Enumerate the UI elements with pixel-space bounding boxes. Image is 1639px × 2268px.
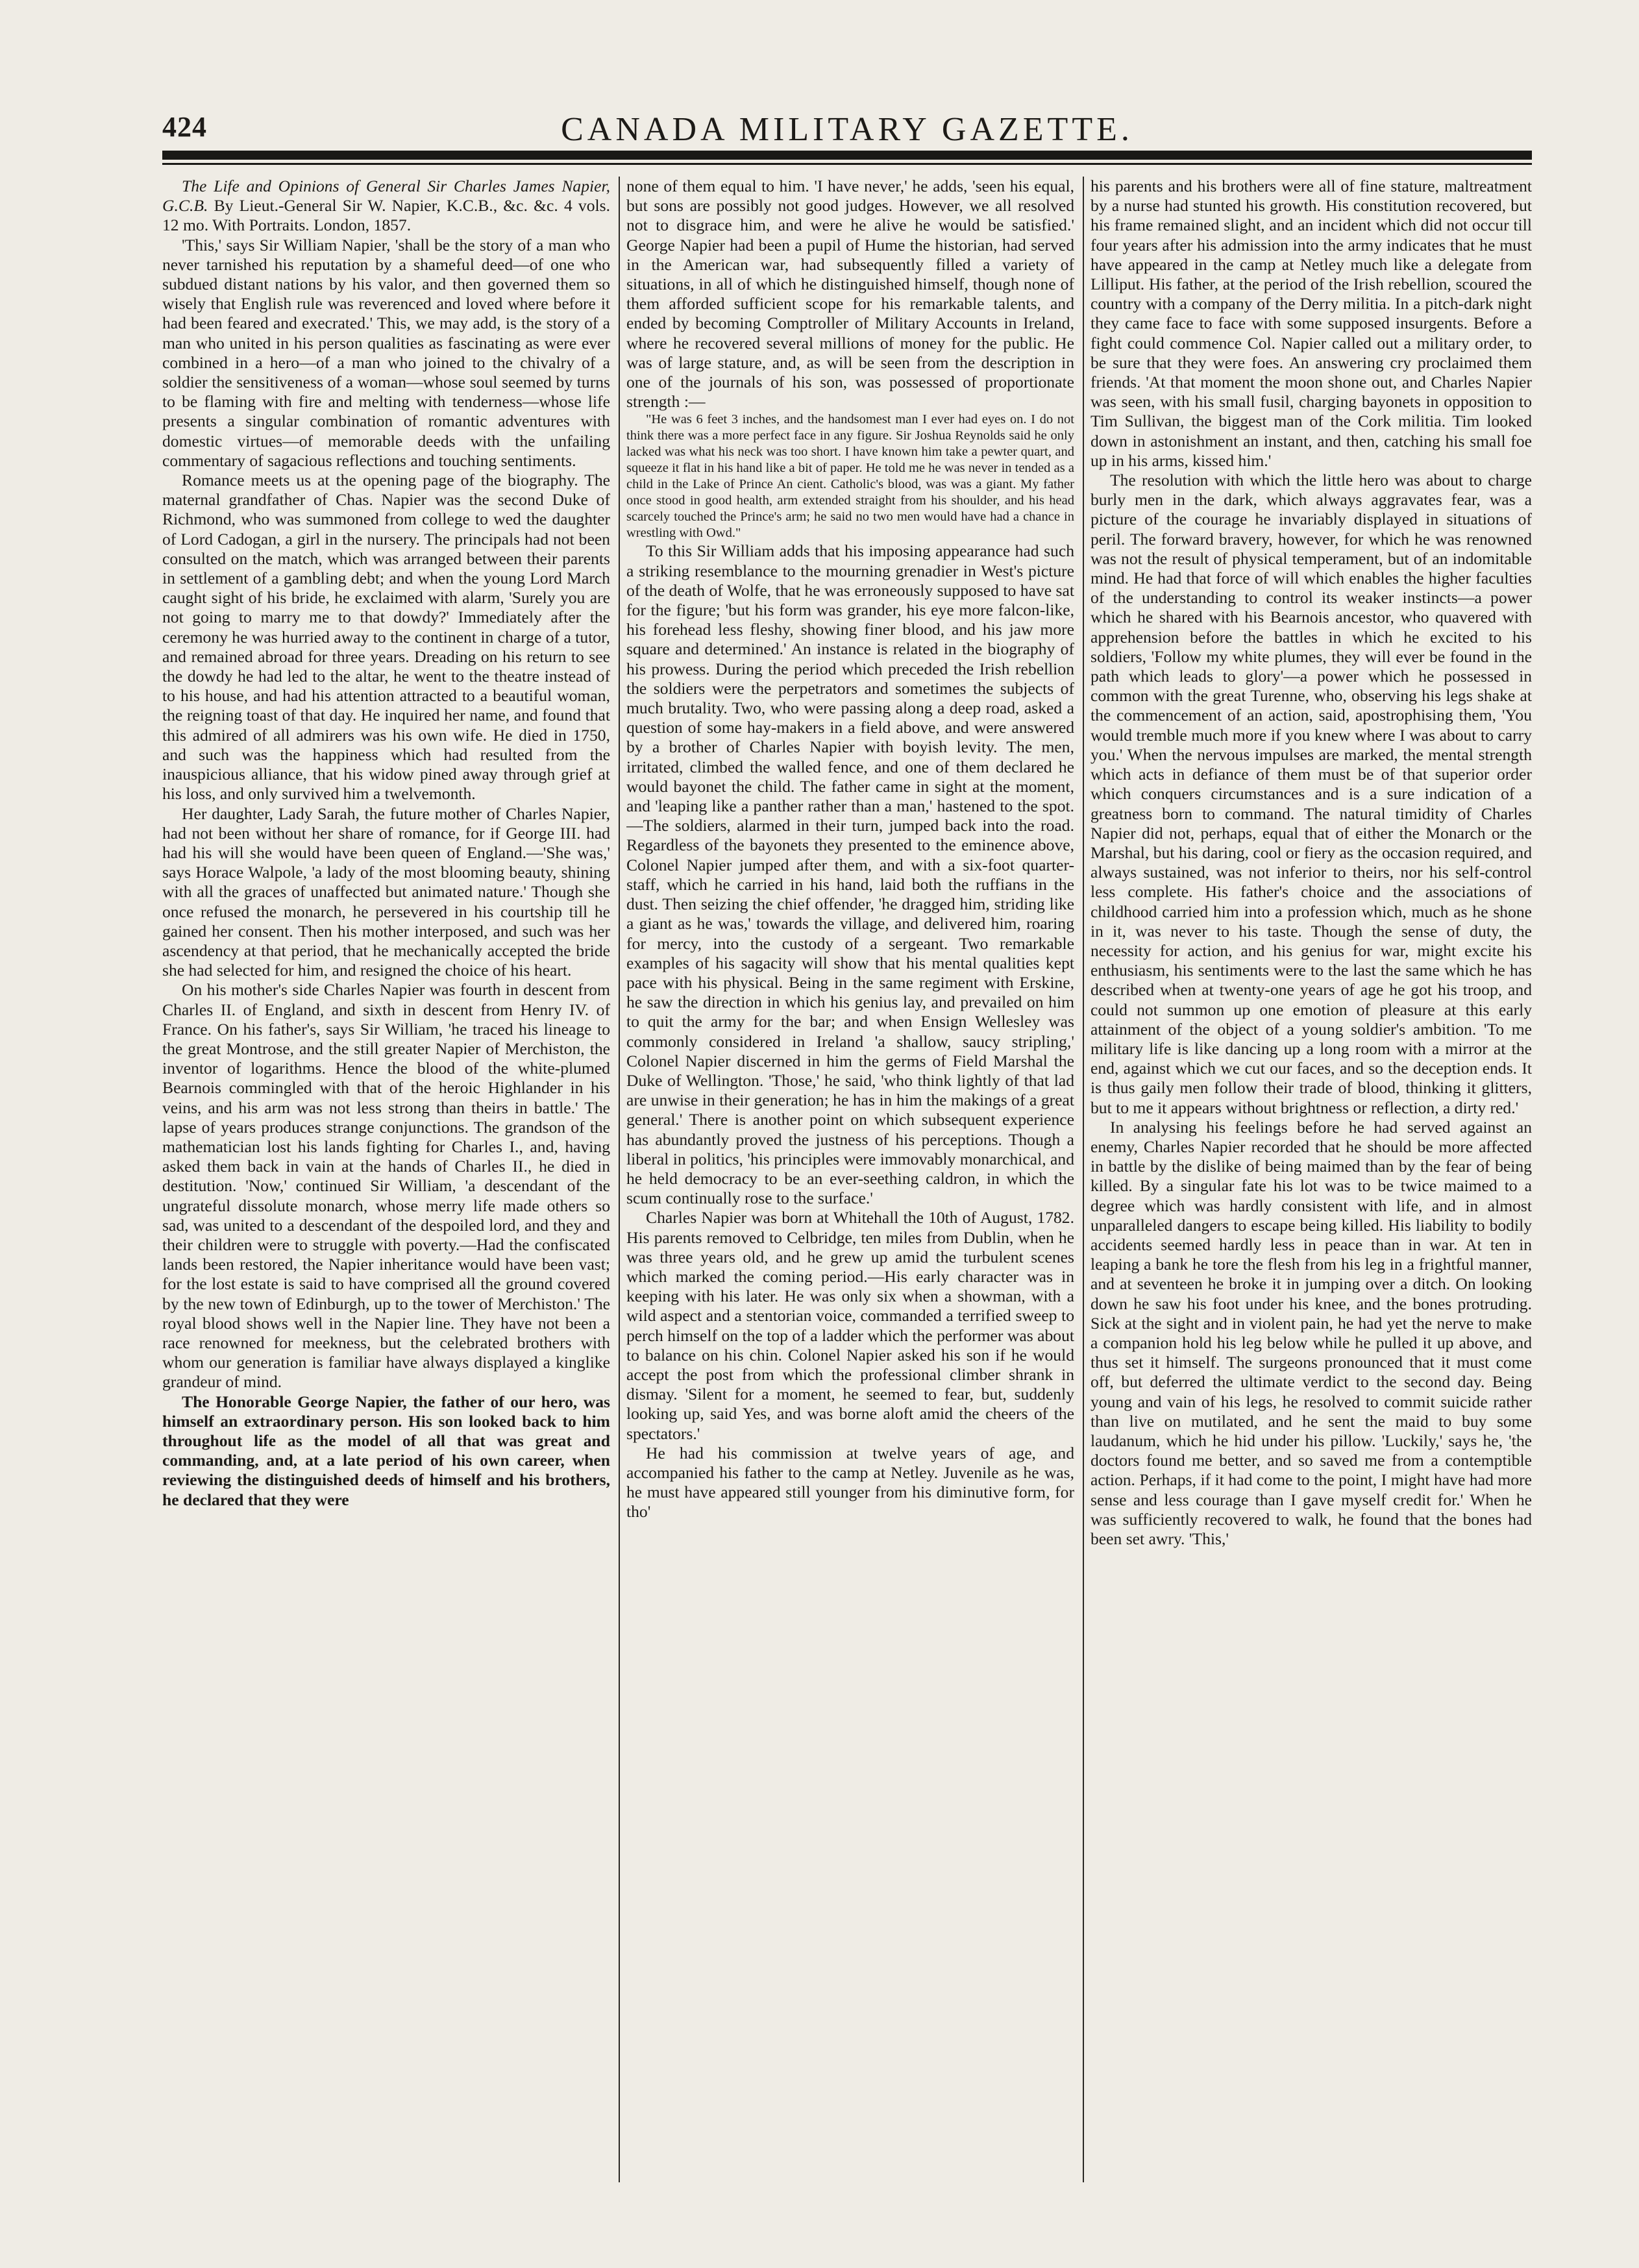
page-number: 424 <box>162 111 207 143</box>
column-divider <box>619 177 620 2182</box>
paragraph: He had his commission at twelve years of age, and accompanied his father to the camp at Netley. Juvenile as he was, he must have appeared still younger from his diminutive form, for tho' <box>626 1443 1074 1522</box>
paragraph: To this Sir William adds that his imposing appearance had such a striking resemblance to the mourning grenadier in West's picture of the death of Wolfe, that he was erroneously supposed to have sat for the figure; 'but his form was grander, his eye more falcon-like, his forehead less fleshy, showing finer blood, and his jaw more square and determined.' An instance is related in the biography of his prowess. During the period which preceded the Irish rebellion the soldiers were the perpetrators and sometimes the subjects of much brutality. Two, who were passing along a deep road, asked a question of some hay-makers in a field above, and were answered by a brother of Charles Napier with boyish levity. The men, irritated, climbed the walled fence, and one of them declared he would bayonet the child. The father came in sight at the moment, and 'leaping like a panther rather than a man,' hastened to the spot.—The soldiers, alarmed in their turn, jumped back into the road. Regardless of the bayonets they presented to the eminence above, Colonel Napier jumped after them, and with a six-foot quarter-staff, which he carried in his hand, laid both the ruffians in the dust. Then seizing the chief offender, 'he dragged him, striding like a giant as he was,' towards the village, and delivered him, roaring for mercy, into the custody of a sergeant. Two remarkable examples of his sagacity will show that his mental qualities kept pace with his physical. Being in the same regiment with Erskine, he saw the direction in which his genius lay, and prevailed on him to quit the army for the bar; and when Ensign Wellesley was commonly considered in Ireland 'a shallow, saucy stripling,' Colonel Napier discerned in him the germs of Field Marshal the Duke of Wellington. 'Those,' he said, 'who think lightly of that lad are unwise in their generation; he has in him the makings of a great general.' There is another point on which subsequent experience has abundantly proved the justness of his perceptions. Though a liberal in politics, 'his principles were immovably monarchical, and he held democracy to be an ever-seething caldron, in which the scum continually rose to the surface.' <box>626 541 1074 1208</box>
paragraph: On his mother's side Charles Napier was fourth in descent from Charles II. of England, and sixth in descent from Henry IV. of France. On his father's, says Sir William, 'he traced his lineage to the great Montrose, and the still greater Napier of Merchiston, the inventor of logarithms. Hence the blood of the white-plumed Bearnois commingled with that of the heroic Highlander in his veins, and his arm was not less strong than theirs in battle.' The lapse of years produces strange conjunctions. The grandson of the mathematician lost his lands fighting for Charles I., and, having asked them back in vain at the hands of Charles II., he died in destitution. 'Now,' continued Sir William, 'a descendant of the ungrateful dissolute monarch, whose merry life made others so sad, was united to a descendant of the despoiled lord, and they and their children were to struggle with poverty.—Had the confiscated lands been restored, the Napier inheritance would have been vast; for the lost estate is said to have comprised all the ground covered by the new town of Edinburgh, up to the tower of Merchiston.' The royal blood shows well in the Napier line. They have not been a race renowned for meekness, but the celebrated brothers with whom our generation is familiar have always displayed a kinglike grandeur of mind. <box>162 980 610 1392</box>
column-1 <box>162 177 610 2189</box>
paragraph: In analysing his feelings before he had served against an enemy, Charles Napier recorded that he should be more affected in battle by the dislike of being maimed than by the fear of being killed. By a singular fate his lot was to be twice maimed to a degree which was hardly consistent with life, and in almost unparalleled dangers to escape being killed. His liability to bodily accidents seemed hardly less in peace than in war. At ten in leaping a bank he tore the flesh from his leg in a frightful manner, and at seventeen he broke it in jumping over a ditch. On looking down he saw his foot under his knee, and the bones protruding. Sick at the sight and in violent pain, he had yet the nerve to make a companion hold his leg below while he pulled it up above, and thus set it himself. The surgeons pronounced that it must come off, but deferred the ultimate verdict to the second day. Being young and vain of his legs, he resolved to commit suicide rather than live on mutilated, and he sent the maid to buy some laudanum, which he hid under his pillow. 'Luckily,' says he, 'the doctors found me better, and so saved me from a contemptible action. Perhaps, if it had come to the point, I might have had more sense and less courage than I gave myself credit for.' When he was sufficiently recovered to walk, he found that the bones had been set awry. 'This,' <box>1091 1117 1532 1549</box>
paragraph: The Honorable George Napier, the father of our hero, was himself an extraordinary person. His son looked back to him throughout life as the model of all that was great and commanding, and, at a late period of his own career, when reviewing the distinguished deeds of himself and his brothers, he declared that they were <box>162 1392 610 1509</box>
paragraph: 'This,' says Sir William Napier, 'shall be the story of a man who never tarnished his reputation by a shameful deed—of one who subdued distant nations by his valor, and then governed them so wisely that English rule was reverenced and loved where before it had been feared and execrated.' This, we may add, is the story of a man who united in his person qualities as fascinating as were ever combined in a hero—of a man who joined to the chivalry of a soldier the sensitiveness of a woman—whose soul seemed by turns to be flaming with fire and melting with tenderness—whose life presents a singular combination of romantic adventures with domestic virtues—of memorable deeds with the unfailing commentary of sagacious reflections and touching sentiments. <box>162 235 610 470</box>
header-rule-thick <box>162 151 1532 160</box>
paragraph: Charles Napier was born at Whitehall the 10th of August, 1782. His parents removed to Celbridge, ten miles from Dublin, when he was three years old, and he grew up amid the turbulent scenes which marked the coming period.—His early character was in keeping with his later. He was only six when a showman, with a wild aspect and a stentorian voice, commanded a terrified sweep to perch himself on the top of a ladder which the performer was about to balance on his chin. Colonel Napier asked his son if he would accept the post from which the professional climber shrank in dismay. 'Silent for a moment, he seemed to fear, but, suddenly looking up, said Yes, and was borne aloft amid the cheers of the spectators.' <box>626 1208 1074 1443</box>
block-quote: "He was 6 feet 3 inches, and the handsomest man I ever had eyes on. I do not think there was a more perfect face in any figure. Sir Joshua Reynolds said he only lacked was what his neck was too short. I have known him take a pewter quart, and squeeze it flat in his hand like a bit of paper. He told me he was never in tended as a child in the Lake of Prince An cient. Catholic's blood, was was a giant. My father once stood in good health, arm extended straight from his shoulder, and his head scarcely touched the Prince's arm; he said no two men would have had a chance in wrestling with Owd." <box>626 412 1074 541</box>
paragraph: The resolution with which the little hero was about to charge burly men in the dark, which always aggravates fear, was a picture of the courage he invariably displayed in situations of peril. The forward bravery, however, for which he was renowned was not the result of physical temperament, but of an indomitable mind. He had that force of will which enables the higher faculties of the understanding to control its weaker instincts—a power which he shared with his Bearnois ancestor, who quavered with apprehension before the battles in which he excited to his soldiers, 'Follow my white plumes, they will ever be found in the path which leads to glory'—a power which he possessed in common with the great Turenne, who, observing his legs shake at the commencement of an action, said, apostrophising them, 'You would tremble much more if you knew where I was about to carry you.' When the nervous impulses are marked, the mental strength which acts in defiance of them must be of that superior order which conquers circumstances and is a sure indication of a greatness born to command. The natural timidity of Charles Napier did not, perhaps, equal that of either the Monarch or the Marshal, but his daring, cool or fiery as the occasion required, and always sustained, was not inferior to theirs, nor his self-control less complete. His father's choice and the associations of childhood carried him into a profession which, much as he shone in it, was never to his taste. Though the sense of duty, the necessity for action, and his genius for war, might excite his enthusiasm, his sentiments were to the last the same which he has described when at twenty-one years of age he got his troop, and could not summon up one emotion of pleasure at this early attainment of the object of a young soldier's ambition. 'To me military life is like dancing up a long room with a mirror at the end, against which we cut our faces, and so the deception ends. It is thus gaily men follow their trade of blood, thinking it glitters, but to me it appears without brightness or reflection, a dirty red.' <box>1091 471 1532 1117</box>
paragraph: Romance meets us at the opening page of the biography. The maternal grandfather of Chas. Napier was the second Duke of Richmond, who was summoned from college to wed the daughter of Lord Cadogan, a girl in the nursery. The principals had not been consulted on the match, which was arranged between their parents in settlement of a gambling debt; and when the young Lord March caught sight of his bride, he exclaimed with alarm, 'Surely you are not going to marry me to that dowdy?' Immediately after the ceremony he was hurried away to the continent in charge of a tutor, and remained abroad for three years. Dreading on his return to see the dowdy he had led to the altar, he went to the theatre instead of to his house, and had his attention attracted to a beautiful woman, the reigning toast of that day. He inquired her name, and found that this admired of all admirers was his own wife. He died in 1750, and such was the happiness which had resulted from the inauspicious alliance, that his widow pined away through grief at his loss, and only survived him a twelvemonth. <box>162 471 610 804</box>
column-3 <box>1091 177 1532 2189</box>
paragraph: none of them equal to him. 'I have never,' he adds, 'seen his equal, but sons are possibly not good judges. However, we all resolved not to disgrace him, and were he alive he would be satisfied.' George Napier had been a pupil of Hume the historian, had served in the American war, had subsequently filled a variety of situations, in all of which he distinguished himself, though none of them afforded sufficient scope for his remarkable talents, and ended by becoming Comptroller of Military Accounts in Ireland, where he recovered several millions of money for the public. He was of large stature, and, as will be seen from the description in one of the journals of his son, was possessed of proportionate strength :— <box>626 177 1074 412</box>
page-header <box>162 110 1532 149</box>
paragraph: his parents and his brothers were all of fine stature, maltreatment by a nurse had stunted his growth. His constitution recovered, but his frame remained slight, and an incident which did not occur till four years after his admission into the army indicates that he must have appeared in the camp at Netley much like a delegate from Lilliput. His father, at the period of the Irish rebellion, scoured the country with a company of the Derry militia. In a pitch-dark night they came face to face with some supposed insurgents. Before a fight could commence Col. Napier called out a military order, to be sure that they were foes. An answering cry proclaimed them friends. 'At that moment the moon shone out, and Charles Napier was seen, with his small fusil, charging bayonets in opposition to Tim Sullivan, the biggest man of the Cork militia. Tim looked down in astonishment an instant, and then, catching his small foe up in his arms, kissed him.' <box>1091 177 1532 470</box>
column-2 <box>626 177 1074 2189</box>
book-details: By Lieut.-General Sir W. Napier, K.C.B., &c. &c. 4 vols. 12 mo. With Portraits. London, 1857. <box>162 196 610 235</box>
paragraph: Her daughter, Lady Sarah, the future mother of Charles Napier, had not been without her share of romance, for if George III. had had his will she would have been queen of England.—'She was,' says Horace Walpole, 'a lady of the most blooming beauty, shining with all the graces of unaffected but animated nature.' Though she once refused the monarch, he persevered in his courtship till he gained her consent. Then his mother interposed, and such was her ascendency at that period, that he mechanically accepted the bride she had selected for him, and resigned the choice of his heart. <box>162 804 610 980</box>
header-rule-thin <box>162 163 1532 165</box>
article-columns <box>162 177 1532 2189</box>
book-title: The Life and Opinions of General Sir Charles James Napier, G.C.B. <box>162 177 610 216</box>
review-heading <box>162 177 610 236</box>
column-divider <box>1083 177 1084 2182</box>
masthead-title: CANADA MILITARY GAZETTE. <box>561 111 1133 148</box>
